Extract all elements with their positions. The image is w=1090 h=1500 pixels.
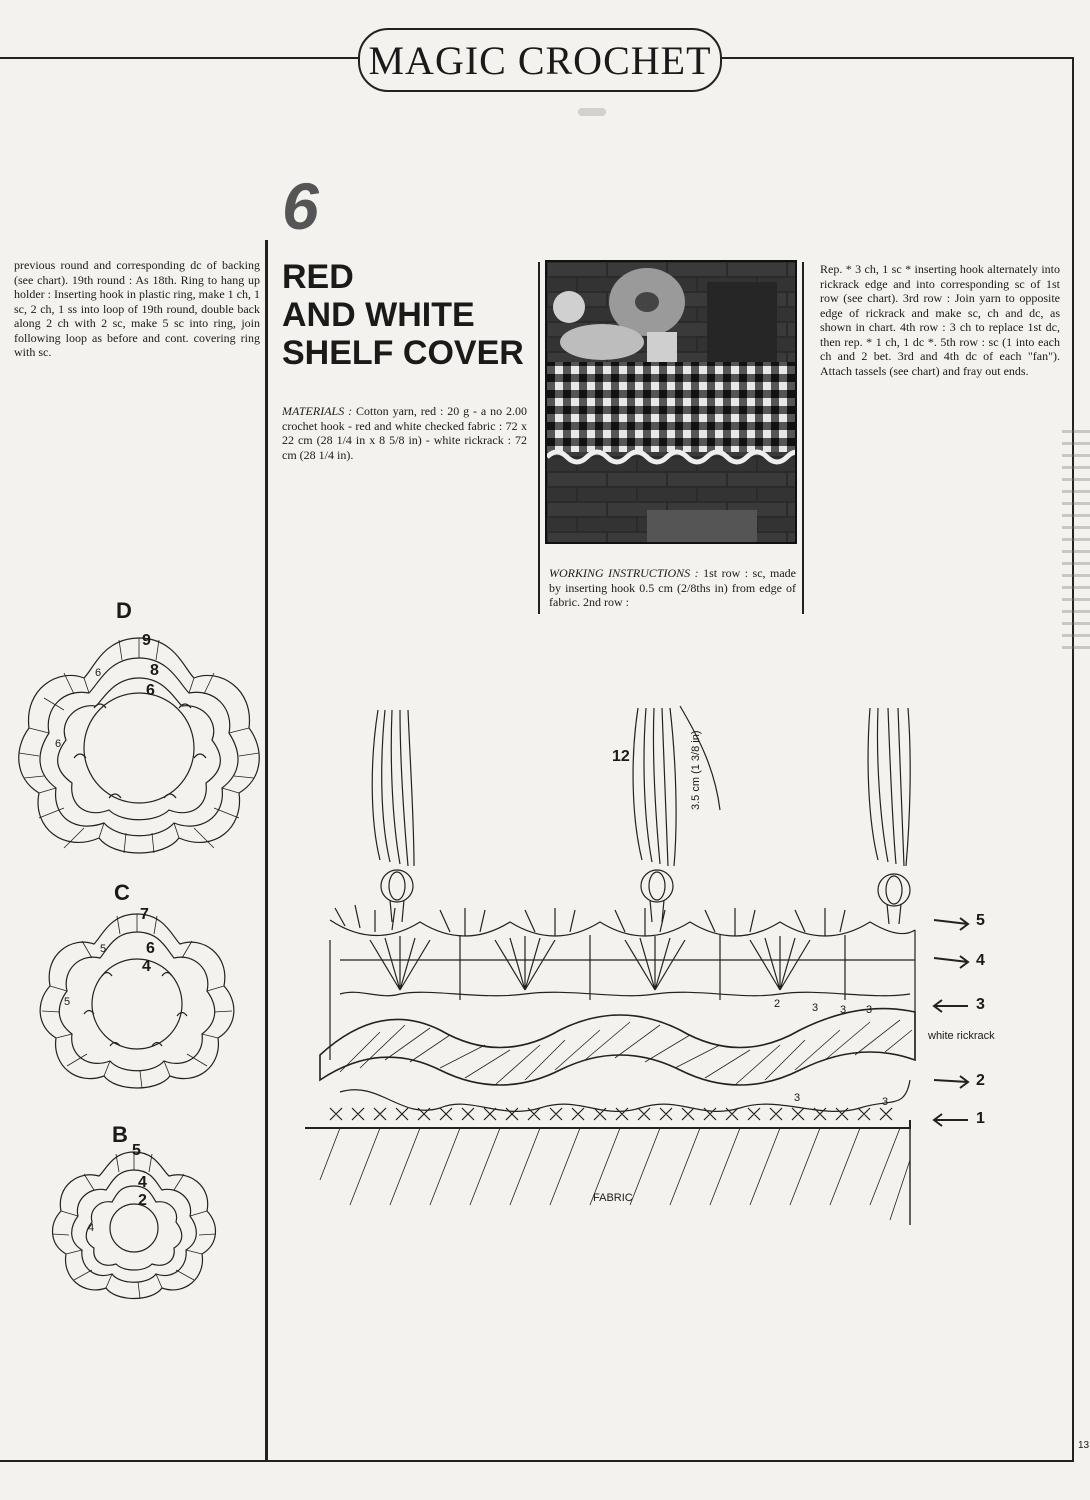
project-number: 6: [282, 169, 319, 243]
motif-b-num: 4: [138, 1174, 147, 1191]
motif-d-num: 8: [150, 662, 159, 679]
title-line: SHELF COVER: [282, 334, 524, 372]
title-line: RED: [282, 258, 354, 296]
column-divider: [265, 240, 268, 1462]
motif-d-num: 6: [55, 738, 62, 750]
motif-c-num: 6: [146, 940, 155, 957]
shelf-edging-chart: [300, 700, 1020, 1240]
motif-c-num: 5: [64, 996, 71, 1008]
row-label-2: 2: [976, 1072, 985, 1089]
tassel: [633, 706, 720, 922]
tassel-count: 12: [612, 748, 630, 765]
right-column-text: Rep. * 3 ch, 1 sc * inserting hook alternately into rickrack edge and into corresponding sc of 1st row (see chart). 3rd row : Join yarn to opposite edge of rickrack and make sc, ch and dc, as shown in chart. 4th row : 3 ch to replace 1st dc, then rep. * 1 ch, 1 dc *. 5th row : sc (1 into each ch and 2 bet. 3rd and 4th dc of each "fan"). Attach tassels (see chart) and fray out ends.: [820, 262, 1060, 378]
shelf-photo: [545, 260, 797, 544]
title-line: AND WHITE: [282, 296, 475, 334]
tassel: [372, 710, 414, 922]
working-label: WORKING INSTRUCTIONS :: [549, 566, 699, 580]
stitch-count: 3: [882, 1096, 889, 1108]
motif-b-num: 4: [88, 1222, 95, 1234]
stitch-count: 3: [812, 1002, 819, 1014]
tassel-length: 3.5 cm (1 3/8 in): [690, 730, 702, 810]
left-column-text: previous round and corresponding dc of backing (see chart). 19th round : As 18th. Ring to hang up holder : Inserting hook in plastic ring, make 1 ch, 1 sc, 2 ch, 1 ss into loop of 19th round, double back along 2 ch with 2 sc, make 5 sc into ring, join following loop as before and cont. covering ring with sc.: [14, 258, 260, 359]
photo-column-rule: [802, 262, 804, 614]
motif-c-num: 4: [142, 958, 151, 975]
motif-label-d: D: [116, 598, 132, 623]
motif-d-num: 6: [95, 667, 102, 679]
bleed-through: [1062, 430, 1090, 650]
motif-b-diagram: [44, 1146, 224, 1311]
stitch-count: 3: [840, 1004, 847, 1016]
motif-d-num: 9: [142, 632, 151, 649]
project-title: [282, 258, 532, 372]
stitch-count: 3: [866, 1004, 873, 1016]
row-label-5: 5: [976, 912, 985, 929]
working-instructions: [549, 566, 796, 610]
motif-label-c: C: [114, 880, 130, 905]
fabric-label: FABRIC: [593, 1192, 633, 1204]
motif-d-num: 6: [146, 682, 155, 699]
motif-b-num: 2: [138, 1192, 147, 1209]
photo-column-rule: [538, 262, 540, 614]
motif-b-num: 5: [132, 1142, 141, 1159]
page-border-bottom: [0, 1460, 1074, 1462]
working-body: 1st row : sc, made by inserting hook 0.5 cm (2/8ths in) from edge of fabric. 2nd row :: [549, 566, 797, 609]
row-label-1: 1: [976, 1110, 985, 1127]
page-border-right: [1072, 57, 1074, 1462]
materials-label: MATERIALS :: [282, 404, 353, 418]
motif-label-b: B: [112, 1122, 128, 1147]
materials-body: Cotton yarn, red : 20 g - a no 2.00 crochet hook - red and white checked fabric : 72 x 22 cm (28 1/4 in x 8 5/8 in) - white rickrack : 72 cm (28 1/4 in).: [282, 404, 527, 462]
print-smudge: [578, 108, 606, 116]
motif-c-num: 7: [140, 906, 149, 923]
page-number: 13: [1078, 1440, 1090, 1451]
materials-text: [282, 404, 527, 462]
tassel: [868, 708, 910, 924]
motif-d-diagram: [14, 628, 264, 863]
motif-c-num: 5: [100, 943, 107, 955]
stitch-count: 2: [774, 998, 781, 1010]
stitch-count: 3: [794, 1092, 801, 1104]
magazine-title: MAGIC CROCHET: [358, 28, 722, 92]
row-label-3: 3: [976, 996, 985, 1013]
rickrack-label: white rickrack: [928, 1030, 995, 1042]
row-label-4: 4: [976, 952, 985, 969]
